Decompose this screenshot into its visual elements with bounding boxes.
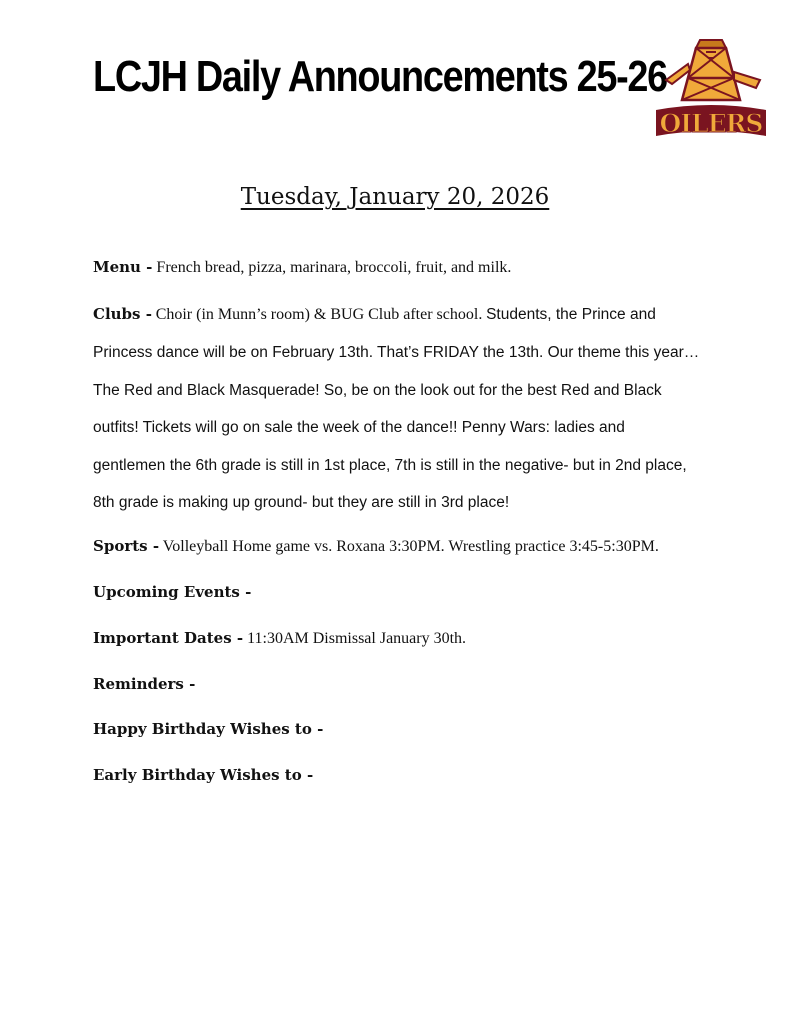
clubs-line: Students, the Prince and — [486, 306, 656, 323]
clubs-line: gentlemen the 6th grade is still in 1st place, 7th is still in the negative- but in 2nd place, — [93, 456, 687, 474]
clubs-lead: Choir (in Munn’s room) & BUG Club after school. — [155, 306, 483, 323]
sports-section — [93, 537, 733, 556]
sports-label: Sports - — [93, 537, 160, 555]
menu-section — [93, 258, 693, 277]
menu-label: Menu - — [93, 258, 153, 276]
birthday-label: Happy Birthday Wishes to - — [93, 720, 324, 738]
birthday-section — [93, 720, 693, 739]
upcoming-events-section — [93, 583, 693, 602]
upcoming-events-label: Upcoming Events - — [93, 583, 252, 601]
clubs-section — [93, 296, 703, 521]
logo-text: OILERS — [659, 109, 763, 138]
reminders-label: Reminders - — [93, 675, 196, 693]
reminders-section — [93, 675, 693, 694]
important-dates-text: 11:30AM Dismissal January 30th. — [247, 630, 467, 647]
early-birthday-label: Early Birthday Wishes to - — [93, 766, 314, 784]
oilers-logo — [650, 36, 772, 142]
clubs-line: The Red and Black Masquerade! So, be on the look out for the best Red and Black — [93, 381, 662, 399]
page-title: LCJH Daily Announcements 25-26 — [93, 52, 667, 101]
clubs-label: Clubs - — [93, 305, 152, 323]
menu-text: French bread, pizza, marinara, broccoli, fruit, and milk. — [156, 259, 512, 276]
sports-text: Volleyball Home game vs. Roxana 3:30PM. Wrestling practice 3:45-5:30PM. — [162, 538, 659, 555]
oil-derrick-icon — [666, 40, 760, 100]
important-dates-section — [93, 629, 693, 648]
announcement-date: Tuesday, January 20, 2026 — [240, 184, 550, 210]
early-birthday-section — [93, 766, 693, 785]
important-dates-label: Important Dates - — [93, 629, 244, 647]
clubs-line: Princess dance will be on February 13th. That’s FRIDAY the 13th. Our theme this year… — [93, 344, 700, 362]
clubs-line: 8th grade is making up ground- but they are still in 3rd place! — [93, 494, 510, 512]
oilers-wordmark — [656, 105, 766, 138]
clubs-line: outfits! Tickets will go on sale the week of the dance!! Penny Wars: ladies and — [93, 419, 625, 437]
